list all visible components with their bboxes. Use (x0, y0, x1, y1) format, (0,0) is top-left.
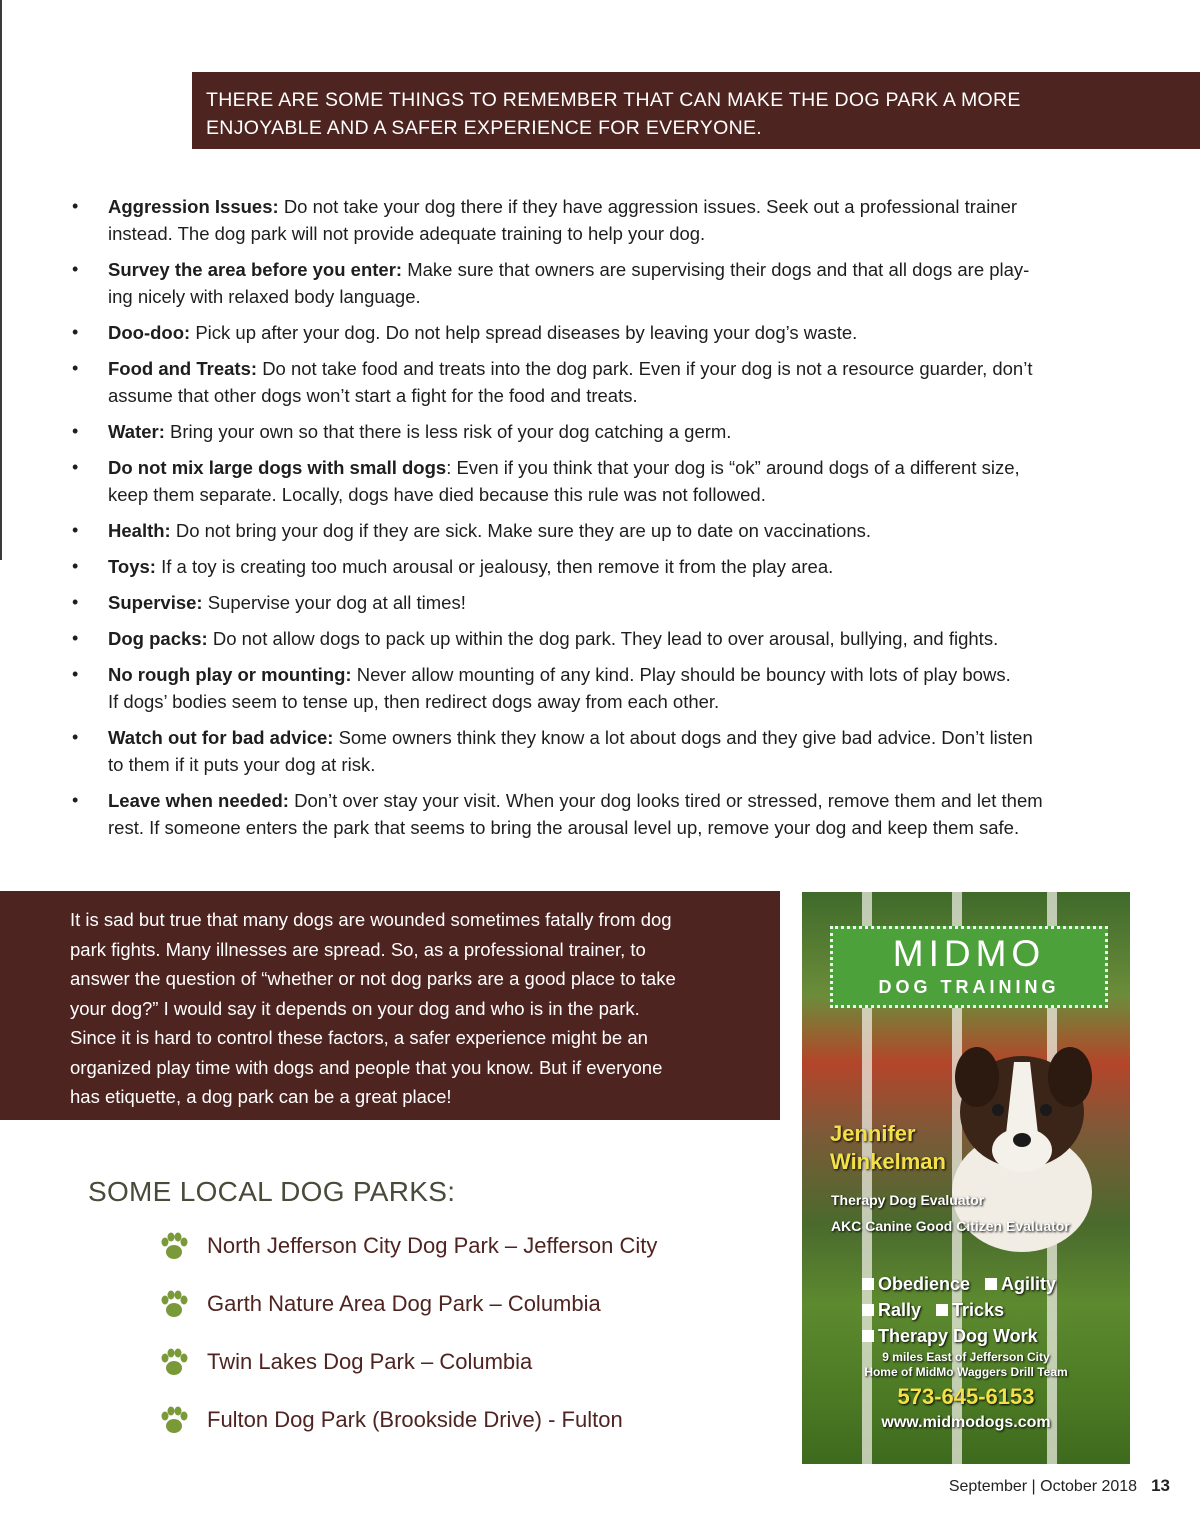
tip-text: Never allow mounting of any kind. Play should be bouncy with lots of play bows. (356, 664, 1011, 685)
tip-line (108, 454, 1150, 481)
parks-heading: SOME LOCAL DOG PARKS: (88, 1176, 456, 1207)
header-line-1: THERE ARE SOME THINGS TO REMEMBER THAT CAN MAKE THE DOG PARK A MORE (206, 89, 1021, 111)
tip-line (108, 661, 1150, 688)
tip-text: Bring your own so that there is less risk of your dog catching a germ. (170, 421, 732, 442)
midmo-logo (830, 926, 1108, 1008)
square-bullet-icon (985, 1278, 997, 1290)
tip-line-cont: keep them separate. Locally, dogs have died because this rule was not followed. (108, 484, 766, 505)
tip-lead: Survey the area before you enter: (108, 259, 403, 280)
tip-item (70, 256, 1150, 310)
tip-lead: Health: (108, 520, 171, 541)
tip-line (108, 319, 1150, 346)
quote-line: has etiquette, a dog park can be a great place! (70, 1086, 452, 1107)
tip-item (70, 553, 1150, 580)
tip-lead: Water: (108, 421, 165, 442)
trainer-name (830, 1120, 946, 1176)
header-line-2: ENJOYABLE AND A SAFER EXPERIENCE FOR EVERYONE. (206, 117, 762, 139)
square-bullet-icon (862, 1278, 874, 1290)
park-name: Garth Nature Area Dog Park – Columbia (207, 1291, 601, 1316)
tip-line (108, 355, 1150, 382)
park-item (157, 1284, 601, 1324)
ad-website: www.midmodogs.com (881, 1414, 1051, 1431)
square-bullet-icon (862, 1330, 874, 1342)
square-bullet-icon (936, 1304, 948, 1316)
tip-line-cont: rest. If someone enters the park that seems to bring the arousal level up, remove your dog and keep them safe. (108, 817, 1020, 838)
quote-line: answer the question of “whether or not dog parks are a good place to take (70, 968, 676, 989)
logo-sub: DOG TRAINING (878, 977, 1060, 997)
tip-text: : Even if you think that your dog is “ok” around dogs of a different size, (446, 457, 1020, 478)
tip-lead: No rough play or mounting: (108, 664, 352, 685)
bullet-icon: • (72, 358, 79, 378)
service-therapy: Therapy Dog Work (878, 1326, 1038, 1346)
logo-main: MIDMO (892, 933, 1046, 974)
issue-date: September | October 2018 (948, 1478, 1138, 1495)
paw-icon (157, 1345, 191, 1379)
tip-item (70, 454, 1150, 508)
bullet-icon: • (72, 790, 79, 810)
tip-lead: Food and Treats: (108, 358, 258, 379)
tip-item (70, 661, 1150, 715)
tip-text: Don’t over stay your visit. When your dog looks tired or stressed, remove them and let them (294, 790, 1043, 811)
midmo-ad (802, 892, 1130, 1464)
tip-line (108, 787, 1150, 814)
tip-lead: Dog packs: (108, 628, 208, 649)
role-therapy: Therapy Dog Evaluator (831, 1192, 985, 1208)
paw-icon (157, 1403, 191, 1437)
page-footer (949, 1476, 1170, 1496)
tip-text: Do not bring your dog if they are sick. Make sure they are up to date on vaccinations. (175, 520, 872, 541)
square-bullet-icon (862, 1304, 874, 1316)
tip-text: If a toy is creating too much arousal or jealousy, then remove it from the play area. (161, 556, 834, 577)
tip-item (70, 355, 1150, 409)
tip-lead: Leave when needed: (108, 790, 289, 811)
service-row-3 (862, 1326, 1038, 1347)
page-edge-rule (0, 0, 2, 560)
tip-line-cont: assume that other dogs won’t start a fight for the food and treats. (108, 385, 638, 406)
trainer-quote-box (0, 891, 780, 1120)
tip-text: Some owners think they know a lot about dogs and they give bad advice. Don’t listen (338, 727, 1033, 748)
tip-item (70, 625, 1150, 652)
tip-line (108, 553, 1150, 580)
park-name: Twin Lakes Dog Park – Columbia (207, 1349, 533, 1374)
ad-team: Home of MidMo Waggers Drill Team (864, 1365, 1068, 1379)
tip-text: Do not take your dog there if they have aggression issues. Seek out a professional trainer (283, 196, 1018, 217)
park-item (157, 1342, 532, 1382)
tip-item (70, 589, 1150, 616)
park-item (157, 1400, 623, 1440)
tip-lead: Doo-doo: (108, 322, 191, 343)
tip-line-cont: instead. The dog park will not provide adequate training to help your dog. (108, 223, 706, 244)
bullet-icon: • (72, 457, 79, 477)
quote-line: Since it is hard to control these factors, a safer experience might be an (70, 1027, 648, 1048)
quote-line: organized play time with dogs and people that you know. But if everyone (70, 1056, 663, 1078)
quote-line: It is sad but true that many dogs are wounded sometimes fatally from dog (70, 909, 672, 930)
quote-line: park fights. Many illnesses are spread. So, as a professional trainer, to (70, 938, 646, 960)
bullet-icon: • (72, 628, 79, 648)
tip-item (70, 787, 1150, 841)
service-obedience: Obedience (878, 1274, 971, 1294)
role-akc: AKC Canine Good Citizen Evaluator (831, 1218, 1070, 1234)
trainer-first-name: Jennifer (830, 1121, 916, 1146)
tip-item (70, 724, 1150, 778)
tip-line (108, 517, 1150, 544)
header-banner (192, 72, 1200, 149)
tip-lead: Toys: (108, 556, 156, 577)
bullet-icon: • (72, 421, 79, 441)
tip-item (70, 517, 1150, 544)
bullet-icon: • (72, 322, 79, 342)
tip-line (108, 256, 1150, 283)
bullet-icon: • (72, 664, 79, 684)
park-item (157, 1226, 657, 1266)
bullet-icon: • (72, 727, 79, 747)
bullet-icon: • (72, 196, 79, 216)
quote-line: your dog?” I would say it depends on your dog and who is in the park. (70, 997, 640, 1019)
service-rally: Rally (878, 1300, 922, 1320)
tip-lead: Do not mix large dogs with small dogs (108, 457, 447, 478)
service-row-2 (862, 1300, 1004, 1321)
tip-line (108, 589, 1150, 616)
tip-item (70, 319, 1150, 346)
tip-item (70, 418, 1150, 445)
ad-phone: 573-645-6153 (897, 1384, 1035, 1409)
tip-line-cont: to them if it puts your dog at risk. (108, 754, 376, 775)
tip-text: Supervise your dog at all times! (207, 592, 466, 613)
page-number: 13 (1151, 1476, 1170, 1495)
bullet-icon: • (72, 592, 79, 612)
tips-list (70, 193, 1150, 850)
paw-icon (157, 1229, 191, 1263)
tip-text: Pick up after your dog. Do not help spread diseases by leaving your dog’s waste. (195, 322, 858, 343)
service-row-1 (862, 1274, 1056, 1295)
tip-line-cont: If dogs’ bodies seem to tense up, then redirect dogs away from each other. (108, 691, 720, 712)
bullet-icon: • (72, 556, 79, 576)
tip-item (70, 193, 1150, 247)
tip-text: Do not take food and treats into the dog park. Even if your dog is not a resource guarder, don’t (262, 358, 1033, 379)
bullet-icon: • (72, 259, 79, 279)
tip-text: Do not allow dogs to pack up within the dog park. They lead to over arousal, bullying, and fights. (212, 628, 999, 649)
bullet-icon: • (72, 520, 79, 540)
tip-line (108, 625, 1150, 652)
tip-line (108, 724, 1150, 751)
ad-location: 9 miles East of Jefferson City (882, 1350, 1050, 1364)
tip-line (108, 418, 1150, 445)
tip-lead: Watch out for bad advice: (108, 727, 334, 748)
tip-lead: Aggression Issues: (108, 196, 279, 217)
tip-line (108, 193, 1150, 220)
tip-text: Make sure that owners are supervising their dogs and that all dogs are play- (407, 259, 1030, 280)
paw-icon (157, 1287, 191, 1321)
service-tricks: Tricks (952, 1300, 1005, 1320)
park-name: Fulton Dog Park (Brookside Drive) - Fulton (207, 1407, 623, 1432)
service-agility: Agility (1001, 1274, 1057, 1294)
tip-line-cont: ing nicely with relaxed body language. (108, 286, 421, 307)
park-name: North Jefferson City Dog Park – Jefferson City (207, 1233, 658, 1258)
tip-lead: Supervise: (108, 592, 203, 613)
trainer-last-name: Winkelman (830, 1149, 946, 1174)
